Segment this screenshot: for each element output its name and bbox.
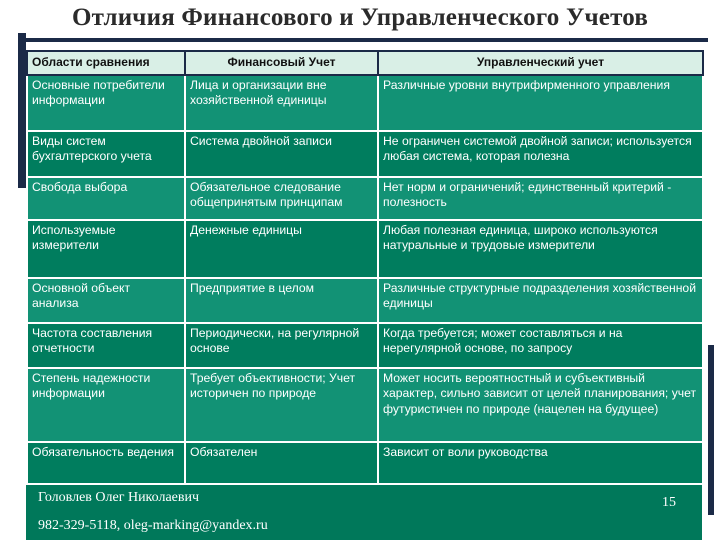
cell-area: Основные потребители информации: [27, 75, 185, 131]
cell-financial: Система двойной записи: [185, 131, 378, 177]
cell-management: Когда требуется; может составляться и на нерегулярной основе, по запросу: [378, 323, 703, 368]
table-row: [27, 75, 703, 131]
table-row: [27, 177, 703, 220]
cell-area: Используемые измерители: [27, 220, 185, 278]
table-header-row: [27, 51, 703, 75]
cell-financial: Предприятие в целом: [185, 278, 378, 323]
cell-area: Частота составления отчетности: [27, 323, 185, 368]
cell-management: Может носить вероятностный и субъективный характер, сильно зависит от целей планирования; учет футуристичен по природе (нацелен на будущее): [378, 368, 703, 442]
cell-management: Любая полезная единица, широко используются натуральные и трудовые измерители: [378, 220, 703, 278]
cell-financial: Периодически, на регулярной основе: [185, 323, 378, 368]
cell-financial: Обязательное следование общепринятым принципам: [185, 177, 378, 220]
cell-area: Свобода выбора: [27, 177, 185, 220]
table-row: [27, 442, 703, 484]
table-row: [27, 278, 703, 323]
footer-contacts: 982-329-5118, oleg-marking@yandex.ru: [38, 518, 268, 533]
header-financial-accounting: Финансовый Учет: [185, 51, 378, 75]
table-row: [27, 131, 703, 177]
cell-management: Различные уровни внутрифирменного управления: [378, 75, 703, 131]
cell-financial: Обязателен: [185, 442, 378, 484]
header-comparison-area: Области сравнения: [27, 51, 185, 75]
slide-title: Отличия Финансового и Управленческого Учетов: [71, 4, 649, 31]
comparison-table: [26, 50, 704, 485]
header-management-accounting: Управленческий учет: [378, 51, 703, 75]
cell-financial: Денежные единицы: [185, 220, 378, 278]
cell-management: Различные структурные подразделения хозяйственной единицы: [378, 278, 703, 323]
cell-area: Степень надежности информации: [27, 368, 185, 442]
cell-financial: Требует объективности; Учет историчен по природе: [185, 368, 378, 442]
cell-financial: Лица и организации вне хозяйственной единицы: [185, 75, 378, 131]
frame-accent-right: [708, 345, 714, 515]
page-number: 15: [662, 495, 676, 510]
footer-author: Головлев Олег Николаевич: [38, 490, 200, 505]
table-row: [27, 220, 703, 278]
cell-management: Не ограничен системой двойной записи; используется любая система, которая полезна: [378, 131, 703, 177]
cell-management: Нет норм и ограничений; единственный критерий - полезность: [378, 177, 703, 220]
cell-management: Зависит от воли руководства: [378, 442, 703, 484]
cell-area: Виды систем бухгалтерского учета: [27, 131, 185, 177]
frame-accent-left: [18, 33, 26, 188]
cell-area: Обязательность ведения: [27, 442, 185, 484]
table-row: [27, 368, 703, 442]
table-row: [27, 323, 703, 368]
cell-area: Основной объект анализа: [27, 278, 185, 323]
frame-accent-top: [18, 38, 708, 42]
